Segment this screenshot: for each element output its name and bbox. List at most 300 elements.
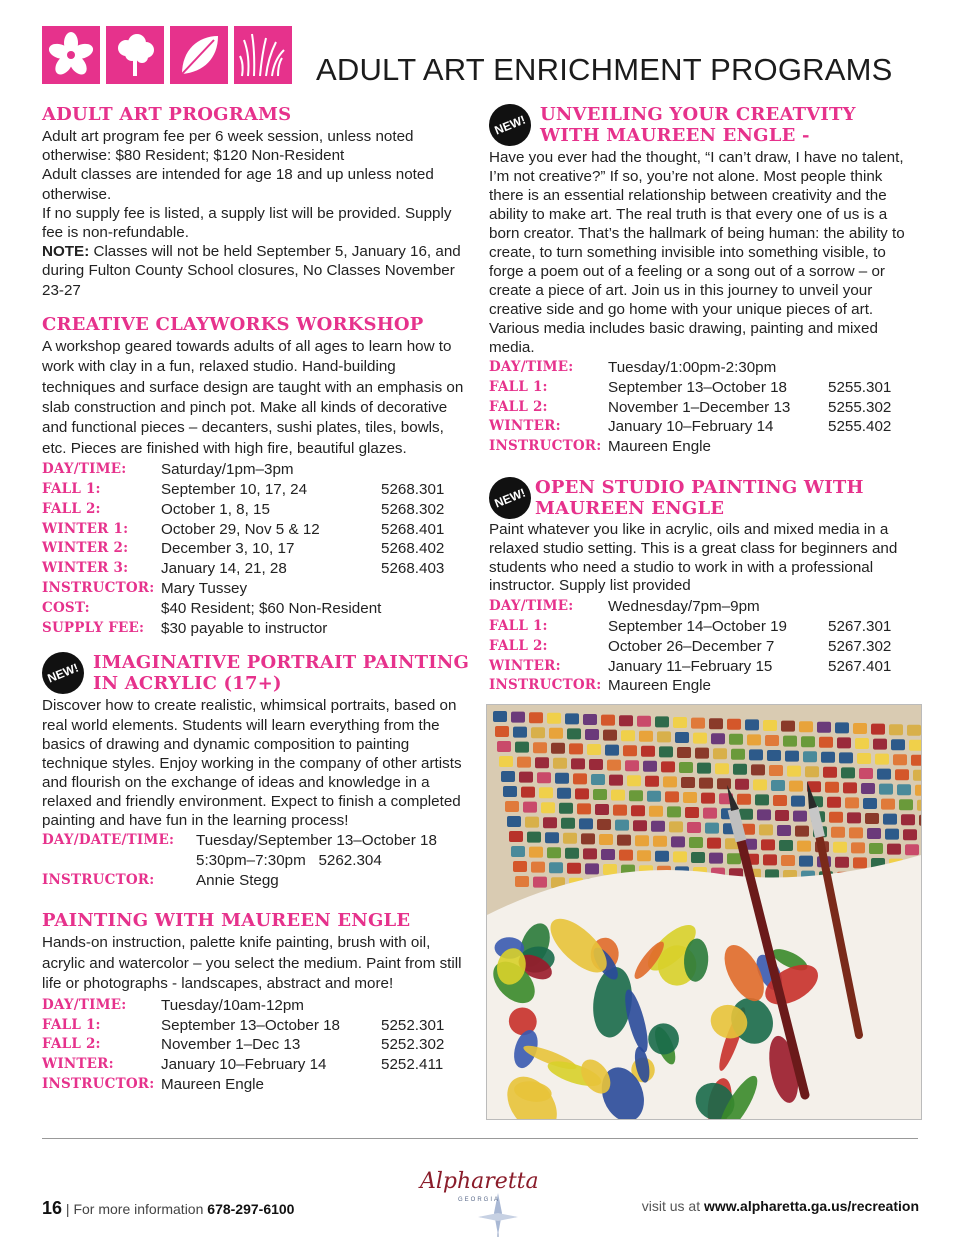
paint-tile: [637, 850, 651, 861]
paint-tile: [851, 842, 865, 853]
paint-tile: [507, 816, 521, 827]
paint-tile: [539, 787, 553, 798]
note-label: NOTE:: [42, 243, 90, 261]
paint-tile: [687, 822, 701, 833]
paint-tile: [583, 848, 597, 859]
paint-tile: [827, 797, 841, 808]
schedule-row: WINTER: January 11–February 15 5267.401: [489, 657, 892, 675]
section-title: OPEN STUDIO PAINTING WITH MAUREEN ENGLE: [535, 476, 864, 519]
time-value: 5:30pm–7:30pm: [196, 851, 306, 869]
paint-tile: [671, 836, 685, 847]
paint-tile: [521, 787, 535, 798]
schedule-row: INSTRUCTOR: Maureen Engle: [489, 677, 712, 695]
footer-info: [42, 1198, 294, 1219]
palette-illustration: [487, 705, 921, 1119]
logo-subtext: GEORGIA: [457, 1197, 500, 1203]
paint-tile: [883, 814, 897, 825]
paint-tile: [573, 773, 587, 784]
paint-tile: [795, 826, 809, 837]
paint-tile: [639, 731, 653, 742]
paint-tile: [623, 745, 637, 756]
paint-tile: [777, 825, 791, 836]
paint-tile: [849, 827, 863, 838]
paint-tile: [871, 724, 885, 735]
paint-tile: [673, 717, 687, 728]
paint-tile: [835, 722, 849, 733]
paint-tile: [585, 863, 599, 874]
paint-tile: [899, 799, 913, 810]
paint-tile: [655, 851, 669, 862]
paint-tile: [531, 862, 545, 873]
paint-tile: [527, 832, 541, 843]
paint-tile: [533, 877, 547, 888]
paint-tile: [861, 783, 875, 794]
paint-tile: [791, 796, 805, 807]
paint-tile: [533, 742, 547, 753]
adult-art-programs-section: [42, 104, 472, 300]
note-text: [42, 242, 472, 300]
paint-tile: [603, 864, 617, 875]
paint-tile: [907, 725, 921, 736]
paint-tile: [549, 862, 563, 873]
paint-tile: [869, 843, 883, 854]
paint-tile: [817, 722, 831, 733]
paint-tile: [653, 836, 667, 847]
paint-tile: [913, 770, 921, 781]
paint-tile: [633, 820, 647, 831]
schedule-table: [42, 996, 444, 1095]
paint-tile: [799, 856, 813, 867]
section-title: PAINTING WITH MAUREEN ENGLE: [42, 910, 411, 932]
left-column: [42, 104, 472, 1109]
paint-tile: [559, 803, 573, 814]
paint-tile: [867, 828, 881, 839]
paint-tile: [909, 740, 921, 751]
paint-tile: [769, 765, 783, 776]
paint-tile: [911, 755, 921, 766]
paint-tile: [651, 821, 665, 832]
paint-tile: [523, 802, 537, 813]
paint-tile: [503, 786, 517, 797]
paint-tile: [505, 801, 519, 812]
paint-tile: [799, 721, 813, 732]
tree-icon: [106, 26, 164, 84]
age-text: Adult classes are intended for age 18 and up unless noted otherwise.: [42, 166, 434, 203]
paint-tile: [641, 746, 655, 757]
paint-tile: [881, 799, 895, 810]
paint-tile: [847, 812, 861, 823]
paint-tile: [543, 817, 557, 828]
paint-tile: [735, 779, 749, 790]
paint-tile: [643, 761, 657, 772]
section-description: Have you ever had the thought, “I can’t draw, I have no talent, I’m not creative?” If so, you’re not alone. Most people think there is an essential relationship between creativity and the ability to make art. The real truth is that every one of us is a born creator. That’s the hallmark of being human: the ability to create, to turn something invisible into something visible, to forge a poem out of a feeling or a song out of a sorrow – or create a piece of art. Join us in this journey to unveil your creative side and go home with your unique pieces of art. Various media includes basic drawing, painting and mixed media.: [489, 149, 905, 356]
paint-tile: [565, 848, 579, 859]
paint-tile: [755, 794, 769, 805]
paint-tile: [645, 776, 659, 787]
paint-tile: [691, 718, 705, 729]
leaf-icon: [170, 26, 228, 84]
paint-tile: [693, 733, 707, 744]
paint-tile: [661, 761, 675, 772]
info-text: For more information: [73, 1201, 208, 1217]
paint-tile: [821, 752, 835, 763]
section-title: [489, 104, 919, 146]
schedule-table: [489, 597, 891, 696]
schedule-row: FALL 1: September 13–October 18 5255.301: [489, 378, 892, 396]
paint-tile: [773, 795, 787, 806]
paint-tile: [783, 736, 797, 747]
paint-tile: [713, 748, 727, 759]
schedule-row: [42, 851, 437, 871]
paint-tile: [659, 746, 673, 757]
paint-tile: [855, 738, 869, 749]
page-title: ADULT ART ENRICHMENT PROGRAMS: [316, 52, 893, 87]
schedule-table: [42, 831, 437, 890]
paint-tile: [879, 784, 893, 795]
schedule-row: SUPPLY FEE: $30 payable to instructor: [42, 619, 328, 637]
paint-tile: [751, 764, 765, 775]
schedule-row: FALL 2: October 26–December 7 5267.302: [489, 637, 892, 655]
portrait-section: [42, 652, 472, 890]
paint-tile: [771, 780, 785, 791]
header-icons: [42, 26, 292, 84]
schedule-row: INSTRUCTOR: Annie Stegg: [42, 871, 279, 889]
paint-tile: [877, 769, 891, 780]
course-code: 5262.304: [318, 851, 382, 869]
paint-tile: [625, 760, 639, 771]
paint-tile: [615, 820, 629, 831]
paint-tile: [571, 758, 585, 769]
paint-tile: [529, 847, 543, 858]
schedule-row: FALL 2: November 1–Dec 13 5252.302: [42, 1036, 445, 1054]
page-number: 16: [42, 1198, 63, 1218]
paint-tile: [613, 805, 627, 816]
paint-tile: [757, 809, 771, 820]
paint-tile: [737, 794, 751, 805]
paint-tile: [905, 844, 919, 855]
paint-tile: [843, 782, 857, 793]
paint-tile: [715, 763, 729, 774]
paint-tile: [691, 852, 705, 863]
paint-tile: [763, 854, 777, 865]
paint-tile: [647, 791, 661, 802]
paint-tile: [581, 833, 595, 844]
paint-tile: [761, 839, 775, 850]
paint-tile: [579, 818, 593, 829]
section-description: A workshop geared towards adults of all ages to learn how to work with clay in a fun, relaxed studio. Hand-building techniques and surface design are taught with an emphasis on slab construction and pinch pot. Make all kinds of decorative and functional pieces – decanters, sushi plates, tiles, bowls, etc. Pieces are finished with high fire, beautiful glazes.: [42, 337, 464, 457]
paint-tile: [729, 734, 743, 745]
paint-tile: [853, 723, 867, 734]
paint-tile: [603, 730, 617, 741]
paint-tile: [677, 747, 691, 758]
section-title-text: UNVEILING YOUR CREATVITY WITH MAUREEN ENGLE: [540, 104, 856, 146]
paint-tile: [919, 815, 921, 826]
alpharetta-logo: [420, 1165, 538, 1237]
paint-tile: [667, 806, 681, 817]
paint-tile: [583, 714, 597, 725]
paint-tile: [649, 806, 663, 817]
paint-tile: [599, 834, 613, 845]
new-badge: NEW!: [483, 98, 538, 153]
logo-text: Alpharetta: [420, 1169, 539, 1194]
paint-tile: [749, 749, 763, 760]
new-badge: NEW!: [483, 471, 538, 526]
painting-engle-section: [42, 910, 472, 1094]
paint-tile: [587, 744, 601, 755]
paint-tile: [789, 781, 803, 792]
paint-tile: [589, 759, 603, 770]
paint-tile: [837, 737, 851, 748]
paint-tile: [787, 766, 801, 777]
paint-tile: [517, 757, 531, 768]
paint-tile: [519, 772, 533, 783]
schedule-row: FALL 1: September 10, 17, 24 5268.301: [42, 481, 445, 499]
paint-tile: [727, 853, 741, 864]
section-title: IMAGINATIVE PORTRAIT PAINTING IN ACRYLIC (17+): [93, 652, 470, 695]
paint-tile: [901, 814, 915, 825]
schedule-row: WINTER 1: October 29, Nov 5 & 12 5268.401: [42, 520, 445, 538]
schedule-row: WINTER: January 10–February 14 5255.402: [489, 418, 892, 436]
paint-tile: [917, 800, 921, 811]
paint-tile: [875, 754, 889, 765]
paint-tile: [493, 711, 507, 722]
supply-text: If no supply fee is listed, a supply list will be provided. Supply fee is non-refundable.: [42, 204, 452, 242]
paint-tile: [535, 757, 549, 768]
paint-tile: [531, 727, 545, 738]
paint-tile: [605, 745, 619, 756]
paint-tile: [663, 776, 677, 787]
new-badge: NEW!: [36, 646, 91, 701]
grass-icon: [234, 26, 292, 84]
paint-tile: [547, 713, 561, 724]
schedule-table: [42, 460, 444, 638]
paint-tile: [727, 719, 741, 730]
footer-separator: |: [62, 1201, 74, 1217]
section-description: Hands-on instruction, palette knife painting, brush with oil, acrylic and watercolor – you select the medium. Paint from still life or photographs - landscapes, abstract and more!: [42, 934, 462, 993]
paint-tile: [707, 838, 721, 849]
schedule-row: COST: $40 Resident; $60 Non-Resident: [42, 599, 382, 617]
paint-tile: [513, 861, 527, 872]
paint-tile: [501, 771, 515, 782]
paint-tile: [669, 821, 683, 832]
paint-tile: [857, 753, 871, 764]
paint-tile: [823, 767, 837, 778]
paint-tile: [551, 743, 565, 754]
paint-tile: [577, 803, 591, 814]
paint-tile: [781, 855, 795, 866]
paint-tile: [629, 790, 643, 801]
paint-tile: [767, 750, 781, 761]
paint-tile: [705, 823, 719, 834]
paint-tile: [595, 804, 609, 815]
schedule-row: INSTRUCTOR: Maureen Engle: [489, 438, 712, 456]
paint-tile: [495, 726, 509, 737]
right-column: [489, 104, 919, 710]
paint-tile: [893, 754, 907, 765]
paint-tile: [567, 863, 581, 874]
paint-tile: [915, 785, 921, 796]
section-description: Paint whatever you like in acrylic, oils and mixed media in a relaxed studio setting. This is a great class for beginners and students who need a studio to work in with a professional instructor. Supply list provided: [489, 520, 898, 595]
paint-tile: [753, 779, 767, 790]
paint-tile: [515, 742, 529, 753]
schedule-row: WINTER 3: January 14, 21, 28 5268.403: [42, 560, 445, 578]
flower-icon: [42, 26, 100, 84]
paint-tile: [511, 846, 525, 857]
paint-tile: [805, 766, 819, 777]
paint-tile: [763, 720, 777, 731]
schedule-row: DAY/TIME: Tuesday/1:00pm-2:30pm: [489, 359, 777, 376]
paint-tile: [887, 844, 901, 855]
paint-tile: [511, 712, 525, 723]
paint-tile: [853, 857, 867, 868]
visit-text: visit us at: [641, 1198, 704, 1214]
open-studio-section: [489, 477, 919, 696]
paint-tile: [797, 841, 811, 852]
paint-tile: [555, 773, 569, 784]
paint-tile: [525, 817, 539, 828]
fee-text: Adult art program fee per 6 week session, unless noted otherwise: $80 Resident; $120 Non-Resident: [42, 128, 414, 165]
paint-tile: [731, 749, 745, 760]
clayworks-section: [42, 314, 472, 639]
paint-tile: [499, 756, 513, 767]
schedule-row: DAY/TIME: Wednesday/7pm–9pm: [489, 598, 760, 616]
paint-tile: [829, 812, 843, 823]
paint-tile: [529, 712, 543, 723]
website-link[interactable]: www.alpharetta.ga.us/recreation: [704, 1198, 919, 1214]
paint-tile: [801, 736, 815, 747]
schedule-table: [489, 358, 891, 457]
paint-tile: [711, 733, 725, 744]
note-body: Classes will not be held September 5, January 16, and during Fulton County School closures, No Classes November 23-27: [42, 243, 461, 299]
section-description: Discover how to create realistic, whimsical portraits, based on real world elements. Students will learn everything from the basics of drawing and dynamic composition to painting technique styles. Enjoy working in the company of other artists and flourish on the exchange of ideas and knowledge in a relaxed and friendly environment. Expect to finish a completed painting and have fun in the learning process!: [42, 697, 462, 829]
paint-tile: [617, 835, 631, 846]
paint-tile: [675, 732, 689, 743]
paint-tile: [873, 739, 887, 750]
paint-tile: [863, 798, 877, 809]
unveiling-section: [489, 104, 919, 457]
paint-tile: [835, 857, 849, 868]
paint-tile: [567, 728, 581, 739]
paint-tile: [607, 760, 621, 771]
paint-tile: [609, 775, 623, 786]
paint-tile: [541, 802, 555, 813]
paint-tile: [865, 813, 879, 824]
paint-tile: [619, 850, 633, 861]
paint-tile: [779, 840, 793, 851]
section-title: ADULT ART PROGRAMS: [42, 104, 292, 125]
paint-tile: [553, 758, 567, 769]
paint-tile: [703, 808, 717, 819]
paint-tile: [591, 774, 605, 785]
paint-tile: [833, 842, 847, 853]
paint-tile: [681, 777, 695, 788]
paint-tile: [747, 734, 761, 745]
paint-tile: [565, 713, 579, 724]
paint-tile: [563, 833, 577, 844]
schedule-row: FALL 1: September 14–October 19 5267.301: [489, 617, 892, 635]
paint-tile: [717, 778, 731, 789]
paint-tile: [575, 788, 589, 799]
paint-tile: [825, 782, 839, 793]
paint-tile: [803, 751, 817, 762]
paint-tile: [885, 829, 899, 840]
paint-tile: [793, 811, 807, 822]
paint-tile: [841, 767, 855, 778]
paint-tile: [859, 768, 873, 779]
paint-tile: [509, 831, 523, 842]
paint-tile: [745, 719, 759, 730]
paint-tile: [547, 847, 561, 858]
paint-tile: [569, 743, 583, 754]
schedule-row: WINTER: January 10–February 14 5252.411: [42, 1056, 444, 1074]
schedule-row: DAY/TIME: Tuesday/10am-12pm: [42, 996, 304, 1014]
paint-tile: [701, 793, 715, 804]
paint-tile: [831, 827, 845, 838]
paint-tile: [775, 810, 789, 821]
paint-tile: [497, 741, 511, 752]
paint-tile: [593, 789, 607, 800]
paint-tile: [557, 788, 571, 799]
paint-tile: [637, 716, 651, 727]
schedule-row: WINTER 2: December 3, 10, 17 5268.402: [42, 540, 445, 558]
palette-photo: [486, 704, 922, 1120]
paint-tile: [709, 853, 723, 864]
paint-tile: [673, 851, 687, 862]
paint-tile: [665, 791, 679, 802]
paint-tile: [545, 832, 559, 843]
paint-tile: [601, 715, 615, 726]
paint-tile: [897, 784, 911, 795]
paint-tile: [709, 718, 723, 729]
paint-tile: [515, 876, 529, 887]
paint-tile: [627, 775, 641, 786]
phone-number: 678-297-6100: [207, 1201, 295, 1217]
schedule-row: FALL 1: September 13–October 18 5252.301: [42, 1016, 445, 1034]
paint-tile: [733, 764, 747, 775]
paint-tile: [631, 805, 645, 816]
paint-tile: [819, 737, 833, 748]
schedule-row: FALL 2: October 1, 8, 15 5268.302: [42, 500, 445, 518]
paint-tile: [601, 849, 615, 860]
paint-tile: [679, 762, 693, 773]
paint-tile: [785, 751, 799, 762]
paint-tile: [697, 763, 711, 774]
title-suffix: -: [795, 125, 810, 146]
paint-tile: [781, 721, 795, 732]
footer-visit: [642, 1198, 919, 1214]
paint-tile: [759, 824, 773, 835]
paint-tile: [619, 715, 633, 726]
paint-tile: [765, 735, 779, 746]
schedule-row: DAY/DATE/TIME: Tuesday/September 13–October 18: [42, 832, 437, 850]
paint-tile: [549, 728, 563, 739]
paint-tile: [895, 769, 909, 780]
schedule-row: DAY/TIME: Saturday/1pm–3pm: [42, 461, 294, 479]
section-title: CREATIVE CLAYWORKS WORKSHOP: [42, 313, 424, 335]
paint-tile: [513, 727, 527, 738]
paint-tile: [597, 819, 611, 830]
paint-tile: [537, 772, 551, 783]
paint-tile: [845, 797, 859, 808]
paint-tile: [903, 829, 917, 840]
paint-tile: [561, 818, 575, 829]
paint-tile: [655, 716, 669, 727]
footer-divider: [42, 1138, 918, 1139]
paint-tile: [891, 739, 905, 750]
paint-tile: [699, 778, 713, 789]
paint-tile: [635, 835, 649, 846]
paint-tile: [685, 807, 699, 818]
